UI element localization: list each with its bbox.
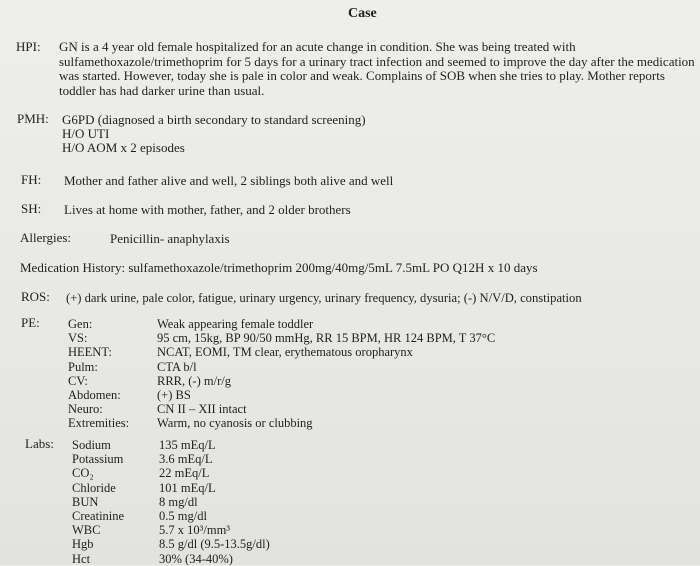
lab-name: WBC <box>72 523 101 538</box>
pe-item-value: CN II – XII intact <box>157 402 247 417</box>
pe-item-name: CV: <box>68 373 88 388</box>
fh-text: Mother and father alive and well, 2 siblings both alive and well <box>64 173 394 188</box>
lab-value: 30% (34-40%) <box>159 551 233 566</box>
pmh-item: H/O AOM x 2 episodes <box>62 140 185 155</box>
pe-item-name: VS: <box>68 331 88 346</box>
lab-name: Potassium <box>72 452 124 467</box>
lab-name: Hgb <box>72 537 94 552</box>
pe-label: PE: <box>21 315 40 330</box>
pe-item-name: Pulm: <box>68 359 98 374</box>
hpi-line: sulfamethoxazole/trimethoprim for 5 days for a urinary tract infection and seemed to improve the day after the medication <box>59 53 695 69</box>
allergies-label: Allergies: <box>20 230 72 245</box>
lab-value: 101 mEq/L <box>159 480 216 495</box>
pe-item-name: Neuro: <box>68 402 103 417</box>
sh-text: Lives at home with mother, father, and 2 older brothers <box>64 202 351 217</box>
hpi-text <box>59 40 694 98</box>
pe-item-value: NCAT, EOMI, TM clear, erythematous oropharynx <box>157 345 413 360</box>
hpi-line: was started. However, today she is pale in color and weak. Complains of SOB when she tries to play. Mother reports <box>59 68 665 84</box>
lab-name: BUN <box>72 494 99 509</box>
pe-item-value: Weak appearing female toddler <box>157 317 314 331</box>
pmh-label: PMH: <box>17 111 49 126</box>
labs-label: Labs: <box>25 436 54 451</box>
lab-name: Creatinine <box>72 509 125 524</box>
pe-item-name: Abdomen: <box>68 388 121 403</box>
pmh-item: H/O UTI <box>62 126 110 141</box>
pe-item-value: Warm, no cyanosis or clubbing <box>157 416 313 431</box>
pe-item-value: (+) BS <box>157 388 191 403</box>
labs-names <box>72 438 124 566</box>
lab-value: 22 mEq/L <box>159 466 210 481</box>
pe-names <box>68 317 129 431</box>
pe-item-value: CTA b/l <box>157 359 197 374</box>
medication-history: Medication History: sulfamethoxazole/trimethoprim 200mg/40mg/5mL 7.5mL PO Q12H x 10 days <box>20 260 538 275</box>
sh-label: SH: <box>21 201 42 216</box>
pe-item-name: Extremities: <box>68 416 130 431</box>
lab-name: Hct <box>72 551 91 566</box>
lab-value: 135 mEq/L <box>159 438 216 452</box>
lab-value: 3.6 mEq/L <box>159 452 213 467</box>
lab-name: Sodium <box>72 438 111 452</box>
lab-value: 5.7 x 10³/mm³ <box>159 523 231 538</box>
pe-item-name: HEENT: <box>68 345 112 360</box>
hpi-label: HPI: <box>16 39 41 54</box>
hpi-line: GN is a 4 year old female hospitalized for an acute change in condition. She was being treated with <box>59 39 576 54</box>
fh-label: FH: <box>21 172 42 187</box>
ros-label: ROS: <box>21 289 50 304</box>
pe-item-value: 95 cm, 15kg, BP 90/50 mmHg, RR 15 BPM, HR 124 BPM, T 37°C <box>157 331 496 346</box>
lab-name: CO₂ <box>72 466 94 481</box>
lab-value: 8 mg/dl <box>159 494 198 509</box>
lab-name: Chloride <box>72 480 116 495</box>
labs-values <box>159 438 270 566</box>
hpi-line: toddler has had darker urine than usual. <box>59 82 265 98</box>
page-title: Case <box>348 6 377 21</box>
pmh-item: G6PD (diagnosed a birth secondary to standard screening) <box>62 112 366 127</box>
pe-values <box>157 317 495 431</box>
lab-value: 8.5 g/dl (9.5-13.5g/dl) <box>159 537 270 552</box>
lab-value: 0.5 mg/dl <box>159 509 207 524</box>
ros-text: (+) dark urine, pale color, fatigue, urinary urgency, urinary frequency, dysuria; (-) N/V/D, constipation <box>66 291 582 305</box>
allergies-text: Penicillin- anaphylaxis <box>110 231 230 246</box>
pe-item-value: RRR, (-) m/r/g <box>157 373 231 388</box>
pe-item-name: Gen: <box>68 317 93 331</box>
